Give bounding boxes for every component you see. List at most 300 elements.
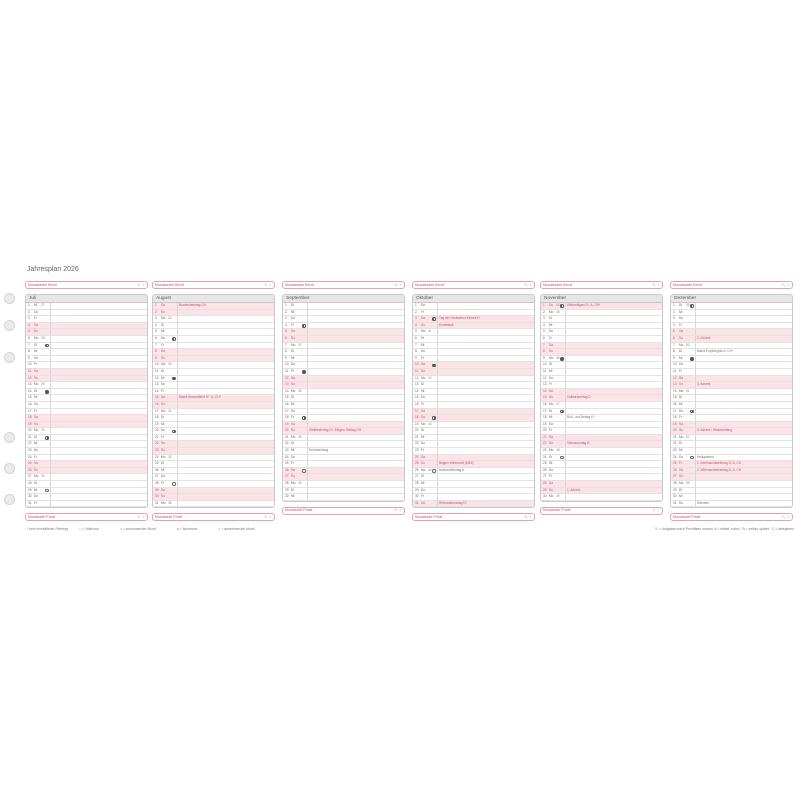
- weekday: So: [679, 474, 683, 479]
- calendar-week: 52: [686, 434, 690, 439]
- day-row[interactable]: [671, 409, 792, 416]
- monthly-goal-work-field[interactable]: [282, 281, 405, 289]
- day-row[interactable]: [26, 376, 147, 383]
- day-row[interactable]: [26, 494, 147, 501]
- day-row[interactable]: [283, 441, 404, 448]
- day-row[interactable]: [153, 428, 274, 435]
- day-number: 18: [285, 415, 289, 420]
- day-row[interactable]: [413, 448, 534, 455]
- day-row[interactable]: [26, 468, 147, 475]
- legend-new-moon: ● = Neumond: [176, 527, 198, 531]
- day-row[interactable]: [26, 343, 147, 350]
- monthly-goal-work-field[interactable]: [412, 281, 535, 289]
- day-row[interactable]: [413, 362, 534, 369]
- day-row[interactable]: [283, 409, 404, 416]
- day-row[interactable]: [153, 356, 274, 363]
- calendar-week: 42: [428, 375, 432, 380]
- day-row[interactable]: [26, 369, 147, 376]
- calendar-week: 43: [428, 421, 432, 426]
- day-row[interactable]: [26, 336, 147, 343]
- moon-full-icon: [690, 456, 694, 460]
- day-row[interactable]: [541, 409, 662, 416]
- day-row[interactable]: [283, 369, 404, 376]
- day-row[interactable]: [26, 303, 147, 310]
- day-row[interactable]: [541, 461, 662, 468]
- day-row[interactable]: [671, 488, 792, 495]
- day-row[interactable]: [413, 481, 534, 488]
- weekday: Fr: [421, 448, 425, 453]
- column-divider: [177, 422, 178, 428]
- column-divider: [695, 395, 696, 401]
- monthly-goal-private-field[interactable]: [412, 513, 535, 521]
- day-row[interactable]: [541, 310, 662, 317]
- moon-waxing-icon: [172, 430, 176, 434]
- column-divider: [437, 329, 438, 335]
- column-divider: [50, 303, 51, 309]
- day-row[interactable]: [541, 494, 662, 501]
- day-number: 12: [155, 375, 159, 380]
- day-row[interactable]: [541, 369, 662, 376]
- day-row[interactable]: [153, 402, 274, 409]
- day-row[interactable]: [541, 448, 662, 455]
- day-row[interactable]: [413, 323, 534, 330]
- column-divider: [565, 349, 566, 355]
- day-row[interactable]: [671, 376, 792, 383]
- day-row[interactable]: [283, 323, 404, 330]
- calendar-week: 53: [686, 481, 690, 486]
- day-number: 21: [543, 434, 547, 439]
- day-row[interactable]: [541, 362, 662, 369]
- day-row[interactable]: [671, 435, 792, 442]
- day-number: 26: [673, 467, 677, 472]
- day-row[interactable]: [541, 395, 662, 402]
- day-row[interactable]: [413, 329, 534, 336]
- day-row[interactable]: [413, 303, 534, 310]
- day-row[interactable]: [153, 323, 274, 330]
- day-row[interactable]: [671, 349, 792, 356]
- day-number: 18: [415, 415, 419, 420]
- day-row[interactable]: [26, 389, 147, 396]
- day-number: 5: [155, 329, 157, 334]
- day-row[interactable]: [153, 468, 274, 475]
- day-row[interactable]: [26, 441, 147, 448]
- day-row[interactable]: [26, 481, 147, 488]
- day-row[interactable]: [26, 455, 147, 462]
- day-number: 17: [673, 408, 677, 413]
- day-row[interactable]: [26, 402, 147, 409]
- weekday: Do: [291, 408, 296, 413]
- day-row[interactable]: [153, 435, 274, 442]
- column-divider: [50, 448, 51, 454]
- day-row[interactable]: [283, 343, 404, 350]
- day-row[interactable]: [671, 422, 792, 429]
- holiday-label: Bundesfeiertag CH: [179, 303, 206, 307]
- day-row[interactable]: [413, 428, 534, 435]
- day-row[interactable]: [541, 415, 662, 422]
- monthly-goal-work-field[interactable]: [25, 281, 148, 289]
- day-row[interactable]: [153, 461, 274, 468]
- day-row[interactable]: [283, 389, 404, 396]
- day-row[interactable]: [541, 422, 662, 429]
- day-row[interactable]: [153, 501, 274, 508]
- day-row[interactable]: [283, 455, 404, 462]
- month-table: [25, 294, 148, 508]
- day-row[interactable]: [413, 369, 534, 376]
- weekday: Do: [679, 362, 684, 367]
- day-row[interactable]: [413, 316, 534, 323]
- weekday: Di: [549, 408, 553, 413]
- day-row[interactable]: [26, 422, 147, 429]
- day-row[interactable]: [541, 481, 662, 488]
- weekday: Fr: [421, 494, 425, 499]
- day-row[interactable]: [671, 501, 792, 508]
- day-row[interactable]: [153, 395, 274, 402]
- weekday: Do: [161, 335, 166, 340]
- calendar-week: 28: [41, 335, 45, 340]
- day-row[interactable]: [153, 376, 274, 383]
- day-row[interactable]: [283, 435, 404, 442]
- day-row[interactable]: [541, 329, 662, 336]
- day-row[interactable]: [413, 488, 534, 495]
- day-row[interactable]: [671, 461, 792, 468]
- monthly-goal-private-field[interactable]: [540, 507, 663, 515]
- day-row[interactable]: [283, 356, 404, 363]
- day-row[interactable]: [153, 409, 274, 416]
- column-divider: [695, 310, 696, 316]
- day-row[interactable]: [26, 316, 147, 323]
- weekday: Fr: [291, 368, 295, 373]
- day-row[interactable]: [26, 409, 147, 416]
- day-row[interactable]: [671, 415, 792, 422]
- day-row[interactable]: [541, 402, 662, 409]
- goal-label: Monatsziel Privat: [28, 514, 56, 519]
- monthly-goal-private-field[interactable]: [25, 513, 148, 521]
- day-row[interactable]: [541, 389, 662, 396]
- column-divider: [50, 389, 51, 395]
- day-row[interactable]: [541, 303, 662, 310]
- day-row[interactable]: [26, 395, 147, 402]
- day-row[interactable]: [671, 336, 792, 343]
- day-row[interactable]: [153, 303, 274, 310]
- column-divider: [307, 441, 308, 447]
- day-row[interactable]: [26, 415, 147, 422]
- month-name: August: [153, 295, 274, 303]
- day-row[interactable]: [671, 481, 792, 488]
- day-row[interactable]: [153, 488, 274, 495]
- day-row[interactable]: [541, 441, 662, 448]
- day-row[interactable]: [26, 329, 147, 336]
- day-number: 29: [28, 487, 32, 492]
- day-row[interactable]: [413, 409, 534, 416]
- weekday: Sa: [421, 500, 425, 505]
- column-divider: [437, 448, 438, 454]
- day-row[interactable]: [283, 481, 404, 488]
- day-row[interactable]: [671, 343, 792, 350]
- weekday: Di: [34, 434, 38, 439]
- day-row[interactable]: [26, 310, 147, 317]
- day-row[interactable]: [283, 428, 404, 435]
- day-row[interactable]: [413, 310, 534, 317]
- day-row[interactable]: [283, 422, 404, 429]
- day-row[interactable]: [26, 461, 147, 468]
- month-table: [152, 294, 275, 508]
- day-number: 16: [673, 401, 677, 406]
- day-row[interactable]: [413, 474, 534, 481]
- day-row[interactable]: [26, 474, 147, 481]
- moon-waning-icon: [560, 304, 564, 308]
- moon-waning-icon: [432, 317, 436, 321]
- goal-label: Monatsziel Privat: [673, 514, 701, 519]
- day-row[interactable]: [413, 455, 534, 462]
- day-number: 27: [285, 474, 289, 479]
- holiday-label: Heiligabend: [697, 454, 714, 459]
- day-row[interactable]: [541, 343, 662, 350]
- day-row[interactable]: [671, 303, 792, 310]
- day-row[interactable]: [153, 316, 274, 323]
- day-row[interactable]: [671, 316, 792, 323]
- day-row[interactable]: [541, 316, 662, 323]
- column-divider: [437, 415, 438, 421]
- column-divider: [695, 448, 696, 454]
- day-number: 19: [285, 421, 289, 426]
- day-row[interactable]: [541, 474, 662, 481]
- day-row[interactable]: [283, 376, 404, 383]
- day-row[interactable]: [671, 395, 792, 402]
- day-row[interactable]: [283, 382, 404, 389]
- day-number: 6: [155, 335, 157, 340]
- weekday: So: [161, 355, 165, 360]
- monthly-goal-work-field[interactable]: [540, 281, 663, 289]
- weekday: Mi: [291, 309, 295, 314]
- day-row[interactable]: [283, 415, 404, 422]
- weekday: Fr: [421, 401, 425, 406]
- day-row[interactable]: [283, 395, 404, 402]
- column-divider: [437, 474, 438, 480]
- day-row[interactable]: [26, 349, 147, 356]
- column-divider: [437, 356, 438, 362]
- month-column: [152, 281, 275, 521]
- weekday: Mo: [549, 401, 554, 406]
- moon-waxing-icon: [560, 410, 564, 414]
- moon-waxing-icon: [432, 416, 436, 420]
- day-row[interactable]: [26, 382, 147, 389]
- column-divider: [565, 389, 566, 395]
- day-row[interactable]: [283, 316, 404, 323]
- day-row[interactable]: [671, 389, 792, 396]
- day-row[interactable]: [541, 356, 662, 363]
- day-row[interactable]: [671, 356, 792, 363]
- calendar-week: 30: [41, 428, 45, 433]
- month-table: [670, 294, 793, 508]
- day-row[interactable]: [413, 435, 534, 442]
- column-divider: [307, 343, 308, 349]
- day-row[interactable]: [413, 389, 534, 396]
- day-row[interactable]: [413, 343, 534, 350]
- day-row[interactable]: [153, 441, 274, 448]
- day-row[interactable]: [283, 494, 404, 501]
- day-row[interactable]: [413, 461, 534, 468]
- day-row[interactable]: [283, 310, 404, 317]
- day-row[interactable]: [153, 336, 274, 343]
- day-row[interactable]: [541, 488, 662, 495]
- weekday: So: [679, 428, 683, 433]
- day-row[interactable]: [283, 349, 404, 356]
- column-divider: [565, 461, 566, 467]
- day-row[interactable]: [541, 336, 662, 343]
- day-row[interactable]: [283, 488, 404, 495]
- day-row[interactable]: [413, 382, 534, 389]
- weekday: Fr: [549, 382, 553, 387]
- day-row[interactable]: [671, 329, 792, 336]
- day-row[interactable]: [413, 376, 534, 383]
- column-divider: [695, 435, 696, 441]
- weekday: Fr: [549, 428, 553, 433]
- day-row[interactable]: [541, 349, 662, 356]
- weekday: Mi: [549, 322, 553, 327]
- day-row[interactable]: [153, 448, 274, 455]
- weekday: Sa: [34, 368, 38, 373]
- day-row[interactable]: [153, 389, 274, 396]
- footer-legend-left: [27, 527, 275, 531]
- day-number: 8: [285, 349, 287, 354]
- day-row[interactable]: [413, 402, 534, 409]
- day-row[interactable]: [671, 323, 792, 330]
- day-number: 29: [673, 487, 677, 492]
- day-row[interactable]: [26, 362, 147, 369]
- day-row[interactable]: [153, 422, 274, 429]
- day-row[interactable]: [26, 501, 147, 508]
- day-row[interactable]: [541, 435, 662, 442]
- day-row[interactable]: [413, 356, 534, 363]
- day-row[interactable]: [153, 455, 274, 462]
- column-divider: [437, 369, 438, 375]
- day-row[interactable]: [153, 310, 274, 317]
- day-row[interactable]: [671, 474, 792, 481]
- day-row[interactable]: [671, 369, 792, 376]
- column-divider: [177, 303, 178, 309]
- day-row[interactable]: [671, 468, 792, 475]
- day-number: 7: [673, 342, 675, 347]
- day-row[interactable]: [283, 336, 404, 343]
- day-row[interactable]: [283, 303, 404, 310]
- day-number: 16: [543, 401, 547, 406]
- day-row[interactable]: [283, 474, 404, 481]
- day-row[interactable]: [541, 376, 662, 383]
- weekday: Di: [34, 481, 38, 486]
- day-row[interactable]: [153, 474, 274, 481]
- column-divider: [695, 336, 696, 342]
- day-row[interactable]: [26, 448, 147, 455]
- day-number: 31: [673, 500, 677, 505]
- day-row[interactable]: [283, 468, 404, 475]
- day-number: 3: [285, 316, 287, 321]
- day-row[interactable]: [26, 488, 147, 495]
- day-row[interactable]: [413, 468, 534, 475]
- day-row[interactable]: [541, 323, 662, 330]
- day-number: 9: [543, 355, 545, 360]
- day-row[interactable]: [153, 369, 274, 376]
- day-row[interactable]: [153, 329, 274, 336]
- column-divider: [177, 402, 178, 408]
- day-row[interactable]: [671, 428, 792, 435]
- day-row[interactable]: [413, 494, 534, 501]
- day-row[interactable]: [671, 362, 792, 369]
- day-number: 25: [28, 461, 32, 466]
- day-row[interactable]: [413, 441, 534, 448]
- column-divider: [695, 468, 696, 474]
- weekday: Do: [34, 401, 39, 406]
- day-row[interactable]: [283, 461, 404, 468]
- day-row[interactable]: [283, 362, 404, 369]
- day-row[interactable]: [153, 382, 274, 389]
- day-row[interactable]: [541, 428, 662, 435]
- day-row[interactable]: [26, 435, 147, 442]
- priority-check-icon: ⁰⁄₀ ✓: [524, 282, 532, 287]
- day-row[interactable]: [541, 455, 662, 462]
- day-row[interactable]: [283, 448, 404, 455]
- day-number: 9: [28, 355, 30, 360]
- monthly-goal-work-field[interactable]: [152, 281, 275, 289]
- day-row[interactable]: [413, 415, 534, 422]
- day-row[interactable]: [671, 455, 792, 462]
- holiday-label: Mariä Himmelfahrt D*, A, CH*: [179, 395, 221, 400]
- day-number: 28: [673, 481, 677, 486]
- day-row[interactable]: [671, 494, 792, 501]
- day-row[interactable]: [26, 323, 147, 330]
- day-row[interactable]: [541, 382, 662, 389]
- day-row[interactable]: [26, 428, 147, 435]
- day-number: 4: [28, 322, 30, 327]
- day-row[interactable]: [153, 481, 274, 488]
- weekday: Do: [679, 500, 684, 505]
- day-row[interactable]: [671, 382, 792, 389]
- day-row[interactable]: [413, 395, 534, 402]
- day-row[interactable]: [26, 356, 147, 363]
- day-number: 9: [155, 355, 157, 360]
- day-row[interactable]: [153, 415, 274, 422]
- weekday: So: [291, 335, 295, 340]
- weekday: Do: [679, 454, 684, 459]
- weekday: Di: [161, 415, 165, 420]
- column-divider: [695, 389, 696, 395]
- day-row[interactable]: [413, 422, 534, 429]
- column-divider: [307, 310, 308, 316]
- day-number: 13: [415, 382, 419, 387]
- monthly-goal-private-field[interactable]: [152, 513, 275, 521]
- day-row[interactable]: [153, 494, 274, 501]
- day-row[interactable]: [413, 336, 534, 343]
- monthly-goal-work-field[interactable]: [670, 281, 793, 289]
- monthly-goal-private-field[interactable]: [282, 507, 405, 515]
- day-row[interactable]: [671, 448, 792, 455]
- day-row[interactable]: [413, 501, 534, 508]
- day-number: 30: [155, 494, 159, 499]
- monthly-goal-private-field[interactable]: [670, 513, 793, 521]
- day-row[interactable]: [283, 329, 404, 336]
- day-row[interactable]: [413, 349, 534, 356]
- day-row[interactable]: [671, 310, 792, 317]
- day-number: 30: [28, 494, 32, 499]
- column-divider: [177, 343, 178, 349]
- column-divider: [695, 428, 696, 434]
- day-row[interactable]: [153, 349, 274, 356]
- day-row[interactable]: [541, 468, 662, 475]
- day-row[interactable]: [671, 441, 792, 448]
- day-row[interactable]: [283, 402, 404, 409]
- day-row[interactable]: [153, 343, 274, 350]
- day-row[interactable]: [671, 402, 792, 409]
- day-row[interactable]: [153, 362, 274, 369]
